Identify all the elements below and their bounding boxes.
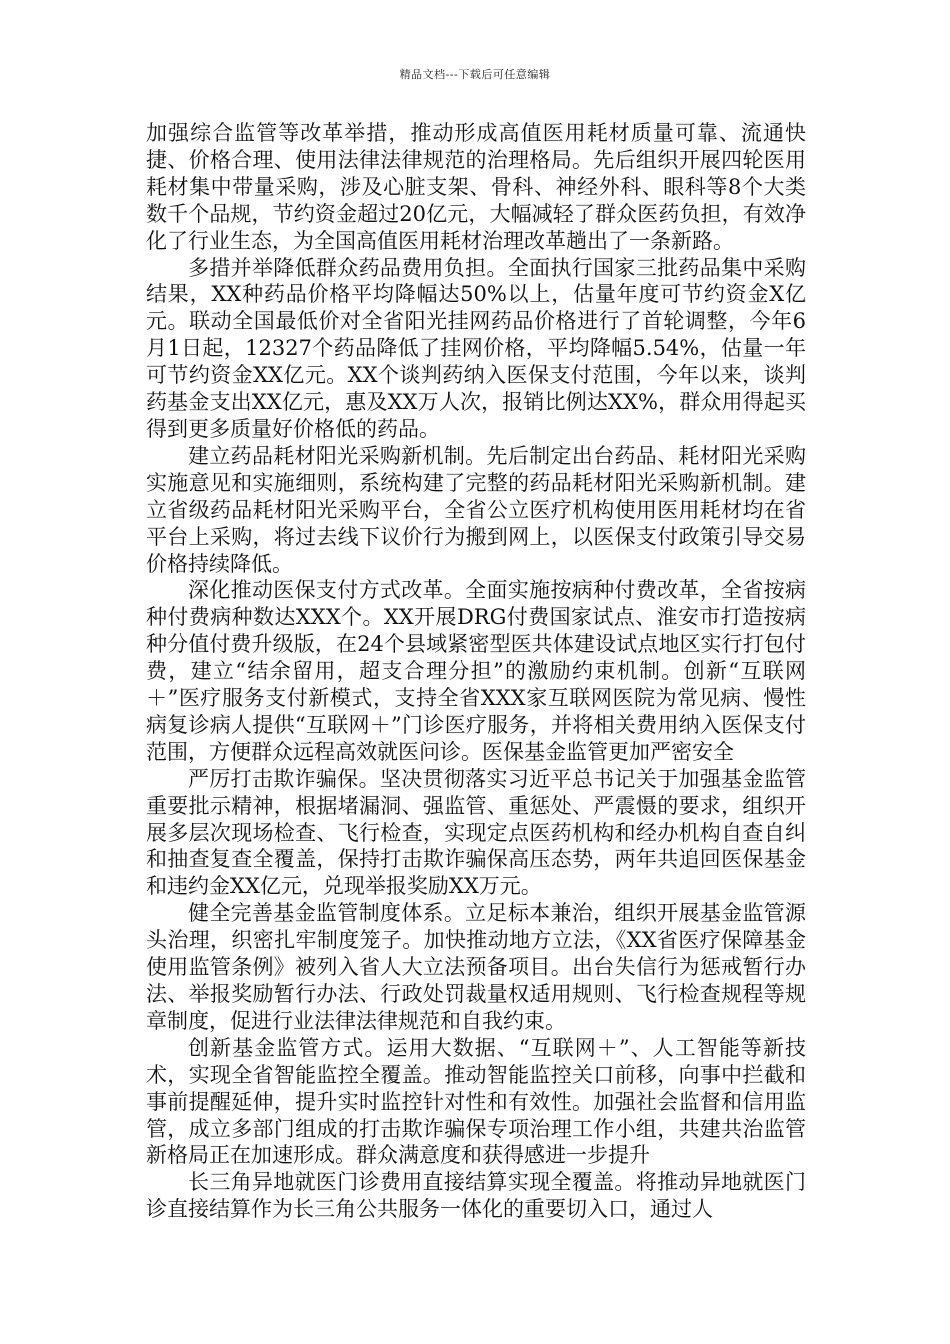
paragraph: 建立药品耗材阳光采购新机制。先后制定出台药品、耗材阳光采购实施意见和实施细则，系统构建了完整的药品耗材阳光采购新机制。建立省级药品耗材阳光采购平台，全省公立医疗机构使用医用耗材均在省平台上采购，将过去线下议价行为搬到网上，以医保支付政策引导交易价格持续降低。 (146, 443, 806, 576)
paragraph: 加强综合监管等改革举措，推动形成高值医用耗材质量可靠、流通快捷、价格合理、使用法律法律规范的治理格局。先后组织开展四轮医用耗材集中带量采购，涉及心脏支架、骨科、神经外科、眼科等8个大类数千个品规，节约资金超过20亿元，大幅减轻了群众医药负担，有效净化了行业生态，为全国高值医用耗材治理改革趟出了一条新路。 (146, 121, 806, 253)
document-body (146, 120, 806, 1223)
paragraph: 多措并举降低群众药品费用负担。全面执行国家三批药品集中采购结果，XX种药品价格平均降幅达50%以上，估量年度可节约资金X亿元。联动全国最低价对全省阳光挂网药品价格进行了首轮调整，今年6月1日起，12327个药品降低了挂网价格，平均降幅5.54%，估量一年可节约资金XX亿元。XX个谈判药纳入医保支付范围，今年以来，谈判药基金支出XX亿元，惠及XX万人次，报销比例达XX%，群众用得起买得到更多质量好价格低的药品。 (146, 255, 806, 441)
paragraph: 创新基金监管方式。运用大数据、“互联网＋”、人工智能等新技术，实现全省智能监控全覆盖。推动智能监控关口前移，向事中拦截和事前提醒延伸，提升实时监控针对性和有效性。加强社会监督和信用监管，成立多部门组成的打击欺诈骗保专项治理工作小组，共建共治监管新格局正在加速形成。群众满意度和获得感进一步提升 (146, 1035, 806, 1168)
paragraph: 健全完善基金监管制度体系。立足标本兼治，组织开展基金监管源头治理，织密扎牢制度笼子。加快推动地方立法，《XX省医疗保障基金使用监管条例》被列入省人大立法预备项目。出台失信行为惩戒暂行办法、举报奖励暂行办法、行政处罚裁量权适用规则、飞行检查规程等规章制度，促进行业法律法律规范和自我约束。 (146, 901, 806, 1033)
paragraph: 长三角异地就医门诊费用直接结算实现全覆盖。将推动异地就医门诊直接结算作为长三角公共服务一体化的重要切入口，通过人 (146, 1170, 806, 1222)
paragraph: 深化推动医保支付方式改革。全面实施按病种付费改革，全省按病种付费病种数达XXX个。XX开展DRG付费国家试点、淮安市打造按病种分值付费升级版，在24个县域紧密型医共体建设试点地区实行打包付费，建立“结余留用，超支合理分担”的激励约束机制。创新“互联网＋”医疗服务支付新模式，支持全省XXX家互联网医院为常见病、慢性病复诊病人提供“互联网＋”门诊医疗服务，并将相关费用纳入医保支付范围，方便群众远程高效就医问诊。医保基金监管更加严密安全 (146, 578, 806, 764)
page-header: 精品文档---下载后可任意编辑 (399, 68, 551, 81)
paragraph: 严厉打击欺诈骗保。坚决贯彻落实习近平总书记关于加强基金监管重要批示精神，根据堵漏洞、强监管、重惩处、严震慑的要求，组织开展多层次现场检查、飞行检查，实现定点医药机构和经办机构自查自纠和抽查复查全覆盖，保持打击欺诈骗保高压态势，两年共追回医保基金和违约金XX亿元，兑现举报奖励XX万元。 (146, 766, 806, 899)
